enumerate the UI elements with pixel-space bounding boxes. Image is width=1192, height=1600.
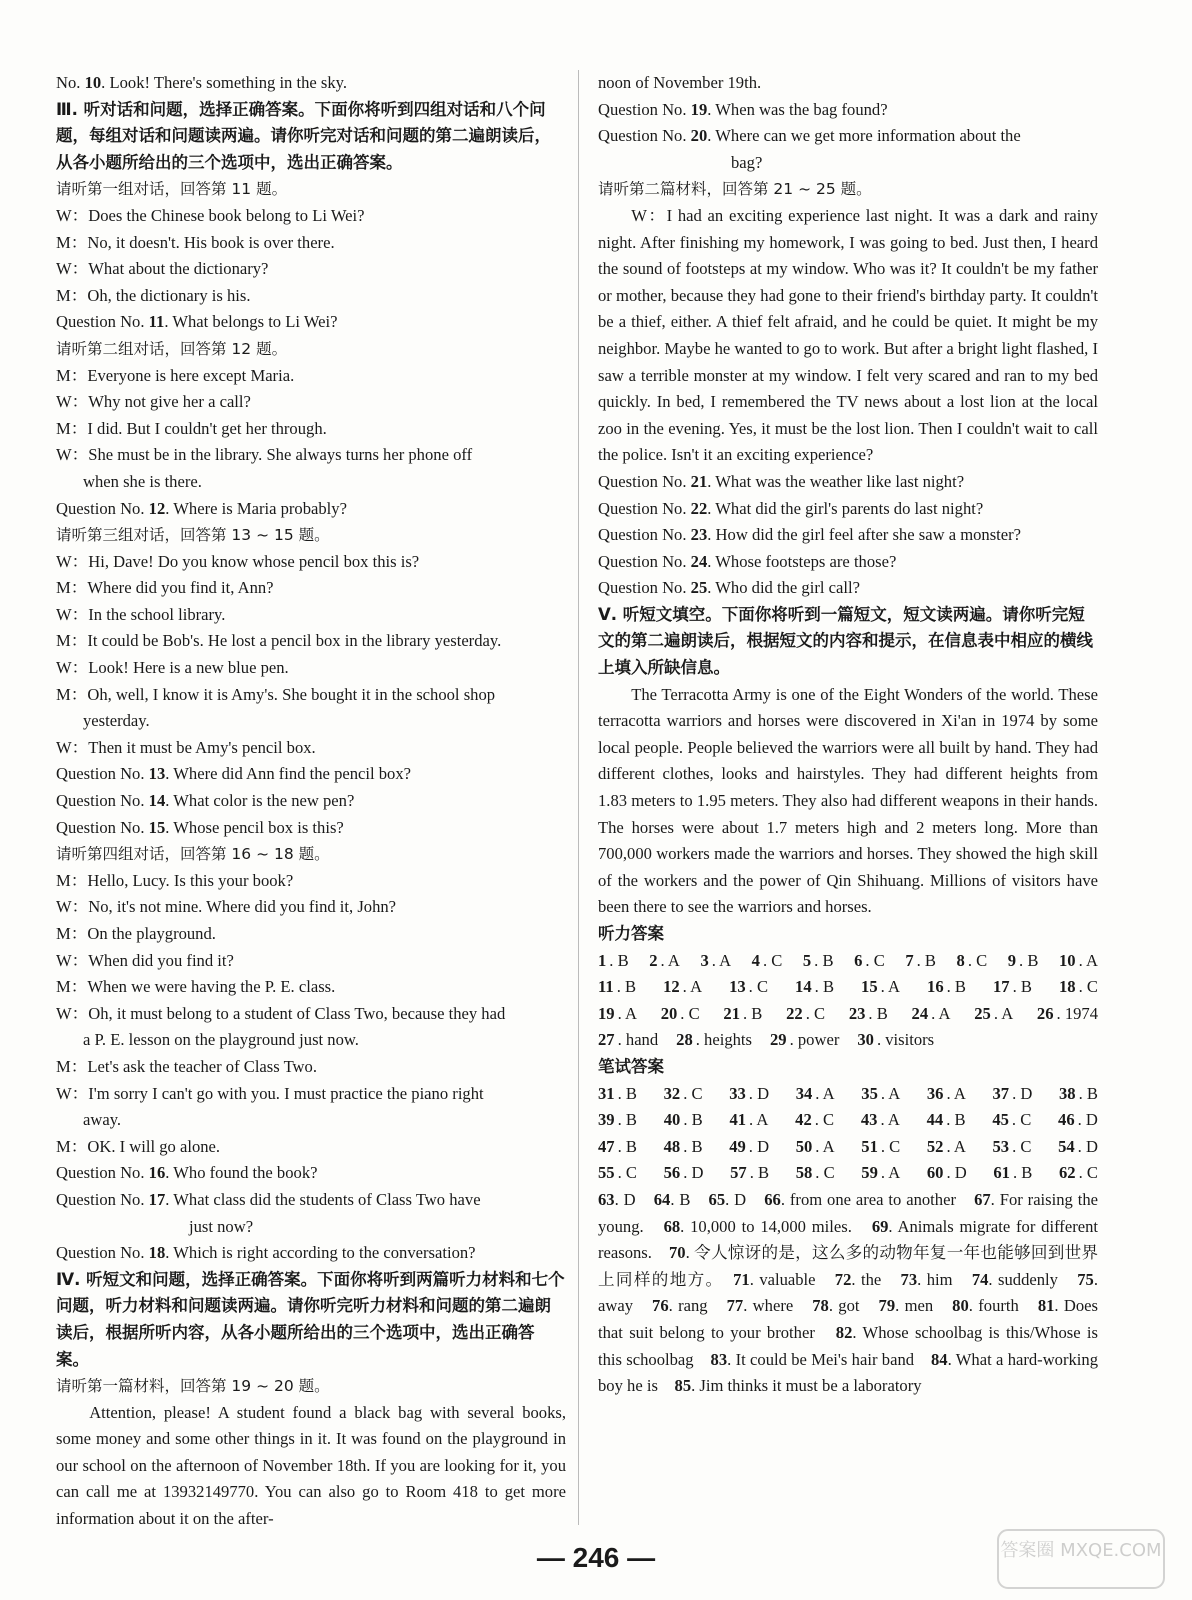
answer-item: 1 . B	[598, 950, 629, 970]
answer-row	[598, 1081, 1098, 1108]
answer-item: 62 . C	[1058, 1163, 1098, 1183]
answer-item: 60 . D	[926, 1163, 967, 1183]
answer-item: 35 . A	[861, 1083, 901, 1103]
section-instruction: Ⅲ. 听对话和问题，选择正确答案。下面你将听到四组对话和八个问题，每组对话和问题读两遍。请你听完对话和问题的第二遍朗读后，从各小题所给出的三个选项中，选出正确答案。	[56, 99, 551, 172]
answer-item: 2 . A	[649, 950, 680, 970]
dialogue-continuation: away.	[83, 1110, 122, 1130]
dialogue-line: W：When did you find it?	[56, 950, 234, 970]
dialogue-line: M：No, it doesn't. His book is over there.	[56, 232, 335, 252]
question-line: Question No. 25. Who did the girl call?	[598, 578, 860, 598]
answer-item: 5 . B	[802, 950, 834, 970]
passage-paragraph: Attention, please! A student found a black bag with several books, some money and some other things in it. It was found on the playground in our school on the afternoon of November 18th. If you are looking for it, you can call me at 13932149770. You can also go to Room 418 to get more information about it on the after-	[56, 1402, 566, 1529]
answer-item: 27 . hand	[598, 1030, 659, 1050]
answer-item: 56 . D	[663, 1163, 704, 1183]
answer-item: 61 . B	[993, 1163, 1033, 1183]
answer-item: 12 . A	[663, 977, 703, 997]
answer-item: 57 . B	[730, 1163, 770, 1183]
question-line: Question No. 17. What class did the students of Class Two have	[56, 1189, 481, 1209]
answer-item: 28 . heights	[676, 1030, 752, 1050]
answer-item: 11 . B	[598, 977, 637, 997]
answer-item: 9 . B	[1007, 950, 1039, 970]
question-line: Question No. 15. Whose pencil box is this?	[56, 817, 344, 837]
answer-row	[598, 974, 1098, 1001]
dialogue-line: M：It could be Bob's. He lost a pencil box in the library yesterday.	[56, 631, 502, 651]
answer-item: 18 . C	[1058, 977, 1098, 997]
answer-item: 31 . B	[598, 1083, 637, 1103]
answer-item: 36 . A	[926, 1083, 966, 1103]
question-line: No. 10. Look! There's something in the sky.	[56, 73, 348, 92]
answer-item: 13 . C	[729, 977, 769, 997]
page-number: — 246 —	[536, 1542, 656, 1573]
answer-item: 29 . power	[769, 1030, 840, 1050]
dialogue-line: W：She must be in the library. She always turns her phone off	[56, 445, 473, 465]
answer-item: 49 . D	[729, 1136, 770, 1156]
question-line: Question No. 24. Whose footsteps are those?	[598, 551, 897, 571]
dialogue-line: W：I'm sorry I can't go with you. I must practice the piano right	[56, 1083, 484, 1103]
answer-item: 46 . D	[1058, 1110, 1098, 1130]
answer-item: 25 . A	[974, 1003, 1014, 1023]
answer-item: 24 . A	[911, 1003, 951, 1023]
question-line: Question No. 23. How did the girl feel after she saw a monster?	[598, 525, 1022, 545]
left-column	[56, 70, 566, 1533]
dialogue-line: M：Oh, well, I know it is Amy's. She bought it in the school shop	[56, 684, 496, 704]
answer-row	[598, 1027, 1098, 1054]
dialogue-line: W：Look! Here is a new blue pen.	[56, 658, 289, 678]
answer-item: 58 . C	[795, 1163, 835, 1183]
listening-prompt: 请听第一篇材料，回答第 19 ~ 20 题。	[56, 1377, 330, 1396]
dialogue-line: W：Oh, it must belong to a student of Class Two, because they had	[56, 1003, 506, 1023]
answer-item: 55 . C	[598, 1163, 637, 1183]
question-line: Question No. 18. Which is right according to the conversation?	[56, 1243, 476, 1263]
answer-item: 44 . B	[926, 1110, 966, 1130]
answer-item: 3 . A	[700, 950, 732, 970]
section-instruction: Ⅴ. 听短文填空。下面你将听到一篇短文，短文读两遍。请你听完短文的第二遍朗读后，根据短文的内容和提示，在信息表中相应的横线上填入所缺信息。	[598, 604, 1093, 678]
answer-item: 52 . A	[926, 1136, 966, 1156]
answer-item: 45 . C	[992, 1110, 1032, 1130]
dialogue-line: M：Hello, Lucy. Is this your book?	[56, 870, 294, 890]
answer-item: 23 . B	[848, 1003, 888, 1023]
answer-item: 41 . A	[729, 1110, 769, 1130]
dialogue-line: W：Hi, Dave! Do you know whose pencil box this is?	[56, 551, 420, 571]
dialogue-continuation: when she is there.	[83, 471, 202, 491]
watermark-logo	[996, 1528, 1166, 1590]
dialogue-continuation: a P. E. lesson on the playground just now.	[83, 1030, 359, 1050]
answer-item: 50 . A	[795, 1136, 835, 1156]
answer-item: 54 . D	[1058, 1136, 1098, 1156]
answer-item: 8 . C	[956, 950, 988, 970]
answer-item: 51 . C	[861, 1136, 901, 1156]
answer-item: 43 . A	[860, 1110, 900, 1130]
question-continuation: bag?	[731, 152, 763, 172]
section-instruction: Ⅳ. 听短文和问题，选择正确答案。下面你将听到两篇听力材料和七个问题，听力材料和问题读两遍。请你听完听力材料和问题的第二遍朗读后，根据所听内容，从各小题所给出的三个选项中，选出正确答案。	[56, 1269, 565, 1369]
dialogue-line: M：Where did you find it, Ann?	[56, 578, 274, 598]
answer-item: 59 . A	[861, 1163, 901, 1183]
answer-item: 30 . visitors	[857, 1030, 935, 1050]
dialogue-line: M：When we were having the P. E. class.	[56, 977, 336, 997]
answer-item: 6 . C	[854, 950, 885, 970]
answer-row	[598, 1001, 1098, 1028]
answer-item: 48 . B	[663, 1136, 703, 1156]
listening-prompt: 请听第三组对话，回答第 13 ~ 15 题。	[56, 526, 330, 545]
answer-item: 22 . C	[786, 1003, 826, 1023]
answer-item: 16 . B	[927, 977, 966, 997]
dialogue-line: W：What about the dictionary?	[56, 259, 269, 279]
listening-prompt: 请听第一组对话，回答第 11 题。	[56, 180, 288, 199]
watermark-text: 答案圈 MXQE.COM	[1000, 1540, 1162, 1561]
question-line: Question No. 21. What was the weather like last night?	[598, 471, 965, 491]
answer-item: 38 . B	[1058, 1083, 1098, 1103]
answer-section-title: 听力答案	[598, 924, 664, 943]
column-divider	[578, 70, 579, 1525]
question-line: Question No. 16. Who found the book?	[56, 1163, 318, 1183]
dialogue-line: M：On the playground.	[56, 924, 216, 943]
dialogue-line: W：Does the Chinese book belong to Li Wei?	[56, 205, 365, 225]
question-line: Question No. 19. When was the bag found?	[598, 99, 888, 119]
answer-item: 7 . B	[905, 950, 936, 970]
answer-row	[598, 948, 1098, 975]
question-line: Question No. 20. Where can we get more information about the	[598, 126, 1021, 146]
question-line: Question No. 22. What did the girl's parents do last night?	[598, 498, 984, 518]
answer-item: 10 . A	[1058, 950, 1098, 970]
listening-prompt: 请听第四组对话，回答第 16 ~ 18 题。	[56, 845, 330, 864]
question-line: Question No. 14. What color is the new pen?	[56, 791, 355, 811]
question-line: Question No. 12. Where is Maria probably?	[56, 498, 347, 518]
right-column	[598, 70, 1098, 1400]
answer-item: 19 . A	[598, 1003, 637, 1023]
dialogue-line: W：No, it's not mine. Where did you find it, John?	[56, 897, 397, 917]
passage-paragraph: The Terracotta Army is one of the Eight Wonders of the world. These terracotta warriors and horses were discovered in Xi'an in 1974 by some local people. People believed the warriors were all built by hand. They had different clothes, looks and hairstyles. They had different heights from 1.83 meters to 1.95 meters. They also had different weapons in their hands. The horses were about 1.7 meters high and 2 meters long. More than 700,000 workers made the warriors and horses. They showed the high skill of the workers and the power of Qin Shihuang. Millions of visitors have been there to see the warriors and horses.	[598, 684, 1098, 917]
answer-item: 47 . B	[598, 1136, 637, 1156]
listening-prompt: 请听第二篇材料，回答第 21 ~ 25 题。	[598, 180, 872, 199]
dialogue-line: M：Oh, the dictionary is his.	[56, 285, 251, 305]
answer-row	[598, 1134, 1098, 1161]
dialogue-line: M：OK. I will go alone.	[56, 1136, 221, 1156]
dialogue-line: M：Everyone is here except Maria.	[56, 365, 295, 385]
answer-section-title: 笔试答案	[598, 1056, 664, 1076]
answer-item: 14 . B	[795, 977, 835, 997]
answer-item: 37 . D	[992, 1083, 1033, 1103]
dialogue-line: W：Then it must be Amy's pencil box.	[56, 737, 316, 757]
answer-item: 33 . D	[729, 1083, 770, 1103]
question-continuation: just now?	[189, 1216, 254, 1236]
answer-item: 17 . B	[993, 977, 1032, 997]
question-line: Question No. 13. Where did Ann find the pencil box?	[56, 764, 412, 784]
answer-item: 53 . C	[992, 1136, 1032, 1156]
written-answers-continued: 63. D 64. B 65. D 66. from one area to another 67. For raising the young. 68. 10,000 to 14,000 miles. 69. Animals migrate for different reasons. 70. 令人惊讶的是，这么多的动物年复一年也能够回到世界上同样的地方。 71. valuable 72. the 73. him 74. suddenly 75. away 76. rang 77. where 78. got 79. men 80. fourth 81. Does that suit belong to your brother 82. Whose schoolbag is this/Whose is this schoolbag 83. It could be Mei's hair band 84. What a hard-working boy he is 85. Jim thinks it must be a laboratory	[598, 1189, 1099, 1396]
dialogue-line: noon of November 19th.	[598, 73, 762, 92]
answer-item: 4 . C	[751, 950, 783, 970]
dialogue-line: M：Let's ask the teacher of Class Two.	[56, 1056, 317, 1076]
answer-item: 21 . B	[723, 1003, 763, 1023]
dialogue-line: M：I did. But I couldn't get her through.	[56, 418, 327, 438]
passage-paragraph: W：I had an exciting experience last night. It was a dark and rainy night. After finishing my homework, I was going to bed. Just then, I heard the sound of footsteps at my window. Who was it? It couldn't be my father or mother, because they had gone to their friend's birthday party. It couldn't be a thief, either. A thief felt afraid, and he could be quiet. It might be my neighbor. Maybe he wanted to go to work. But after a bright light flashed, I saw a terrible monster at my window. I felt very scared and ran to my bed quickly. In bed, I remembered the TV news about a lost lion at the local zoo in the evening. Yes, it must be the lost lion. Then I couldn't wait to call the police. Isn't it an exciting experience?	[598, 205, 1098, 465]
answer-item: 26 . 1974	[1036, 1003, 1098, 1023]
answer-item: 42 . C	[795, 1110, 835, 1130]
answer-row	[598, 1160, 1098, 1187]
answer-item: 34 . A	[795, 1083, 835, 1103]
answer-row	[598, 1107, 1098, 1134]
dialogue-line: W：In the school library.	[56, 604, 226, 624]
dialogue-line: W：Why not give her a call?	[56, 392, 251, 412]
dialogue-continuation: yesterday.	[83, 711, 150, 731]
question-line: Question No. 11. What belongs to Li Wei?	[56, 312, 338, 332]
answer-item: 40 . B	[663, 1110, 703, 1130]
answer-item: 32 . C	[663, 1083, 703, 1103]
listening-prompt: 请听第二组对话，回答第 12 题。	[56, 339, 288, 358]
answer-item: 20 . C	[660, 1003, 700, 1023]
answer-item: 15 . A	[861, 977, 900, 997]
answer-item: 39 . B	[598, 1110, 637, 1130]
